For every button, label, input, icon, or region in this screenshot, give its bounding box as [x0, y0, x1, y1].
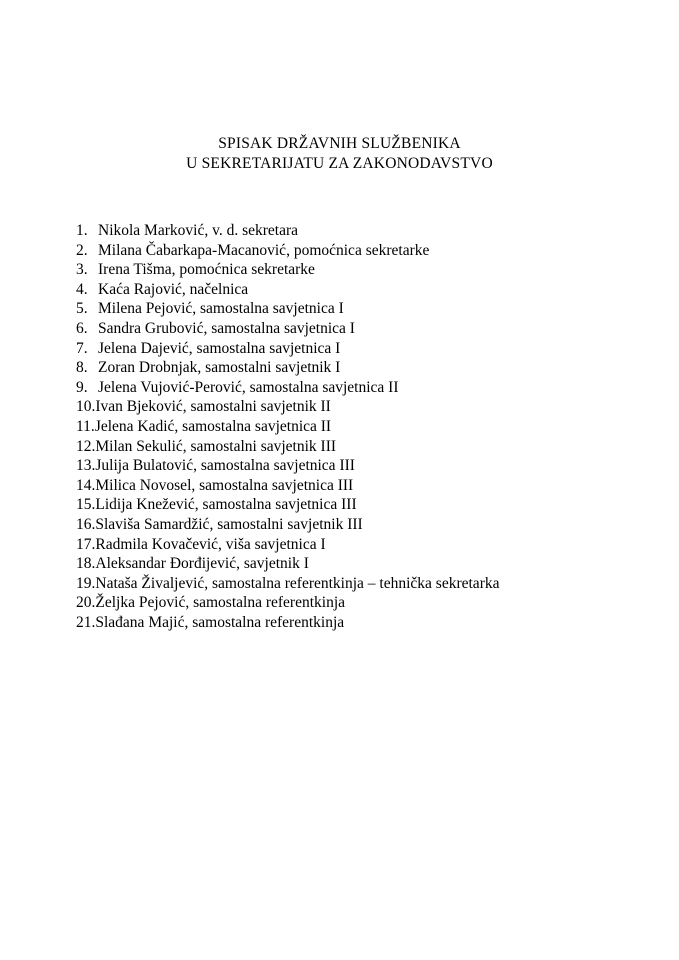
list-item-text: Kaća Rajović, načelnica: [98, 280, 249, 298]
list-item-number: 21.: [76, 613, 96, 631]
list-item-text: Željka Pejović, samostalna referentkinja: [95, 594, 346, 612]
list-item-text: Radmila Kovačević, viša savjetnica I: [95, 535, 326, 553]
list-item-number: 2.: [76, 241, 88, 259]
list-item-number: 9.: [76, 378, 88, 396]
list-item-number: 12.: [76, 437, 96, 455]
list-item-number: 8.: [76, 359, 88, 377]
title-line-2: U SEKRETARIJATU ZA ZAKONODAVSTVO: [186, 155, 493, 172]
list-item: [76, 593, 499, 613]
list-item-number: 17.: [76, 535, 96, 553]
list-item: [76, 280, 499, 300]
list-item: [76, 339, 499, 359]
list-item-text: Jelena Kadić, samostalna savjetnica II: [94, 417, 332, 435]
list-item-number: 20.: [76, 594, 96, 612]
list-item-number: 18.: [76, 555, 96, 573]
list-item-text: Jelena Vujović-Perović, samostalna savjetnica II: [98, 378, 399, 396]
document-title: [0, 134, 679, 174]
list-item-number: 14.: [76, 476, 96, 494]
list-item-number: 13.: [76, 457, 96, 475]
list-item-number: 10.: [76, 398, 96, 416]
list-item: [76, 260, 499, 280]
list-item-number: 11.: [76, 417, 95, 435]
list-item: [76, 221, 499, 241]
list-item: [76, 613, 499, 633]
staff-list: [76, 221, 499, 632]
list-item-number: 6.: [76, 319, 88, 337]
list-item: [76, 397, 499, 417]
list-item: [76, 358, 499, 378]
list-item-text: Lidija Knežević, samostalna savjetnica III: [95, 496, 357, 514]
list-item: [76, 535, 499, 555]
list-item-number: 15.: [76, 496, 96, 514]
list-item-text: Jelena Dajević, samostalna savjetnica I: [98, 339, 341, 357]
list-item: [76, 574, 499, 594]
list-item-number: 5.: [76, 300, 88, 318]
list-item-number: 19.: [76, 574, 96, 592]
title-line-1: SPISAK DRŽAVNIH SLUŽBENIKA: [218, 135, 461, 152]
list-item-text: Nikola Marković, v. d. sekretara: [98, 222, 298, 239]
list-item-text: Slađana Majić, samostalna referentkinja: [95, 613, 345, 631]
list-item-text: Milan Sekulić, samostalni savjetnik III: [95, 437, 337, 455]
list-item-number: 7.: [76, 339, 88, 357]
list-item-text: Sandra Grubović, samostalna savjetnica I: [98, 319, 355, 337]
list-item-number: 1.: [76, 222, 88, 239]
list-item-text: Ivan Bjeković, samostalni savjetnik II: [95, 398, 331, 416]
list-item: [76, 299, 499, 319]
list-item-number: 3.: [76, 261, 88, 279]
list-item-text: Milica Novosel, samostalna savjetnica III: [95, 476, 354, 494]
list-item: [76, 515, 499, 535]
list-item: [76, 554, 499, 574]
list-item-text: Irena Tišma, pomoćnica sekretarke: [98, 261, 315, 279]
list-item-text: Nataša Živaljević, samostalna referentkinja – tehnička sekretarka: [95, 574, 500, 592]
list-item-number: 4.: [76, 280, 88, 298]
list-item-text: Julija Bulatović, samostalna savjetnica III: [95, 457, 355, 475]
list-item: [76, 476, 499, 496]
list-item: [76, 319, 499, 339]
list-item-text: Slaviša Samardžić, samostalni savjetnik III: [95, 515, 363, 533]
list-item-text: Aleksandar Đorđijević, savjetnik I: [95, 555, 309, 573]
list-item: [76, 378, 499, 398]
list-item-text: Zoran Drobnjak, samostalni savjetnik I: [98, 359, 341, 377]
list-item: [76, 495, 499, 515]
list-item: [76, 417, 499, 437]
list-item: [76, 456, 499, 476]
list-item-text: Milena Pejović, samostalna savjetnica I: [98, 300, 344, 318]
list-item: [76, 241, 499, 261]
list-item-text: Milana Čabarkapa-Macanović, pomoćnica sekretarke: [98, 241, 430, 259]
list-item: [76, 437, 499, 457]
list-item-number: 16.: [76, 515, 96, 533]
